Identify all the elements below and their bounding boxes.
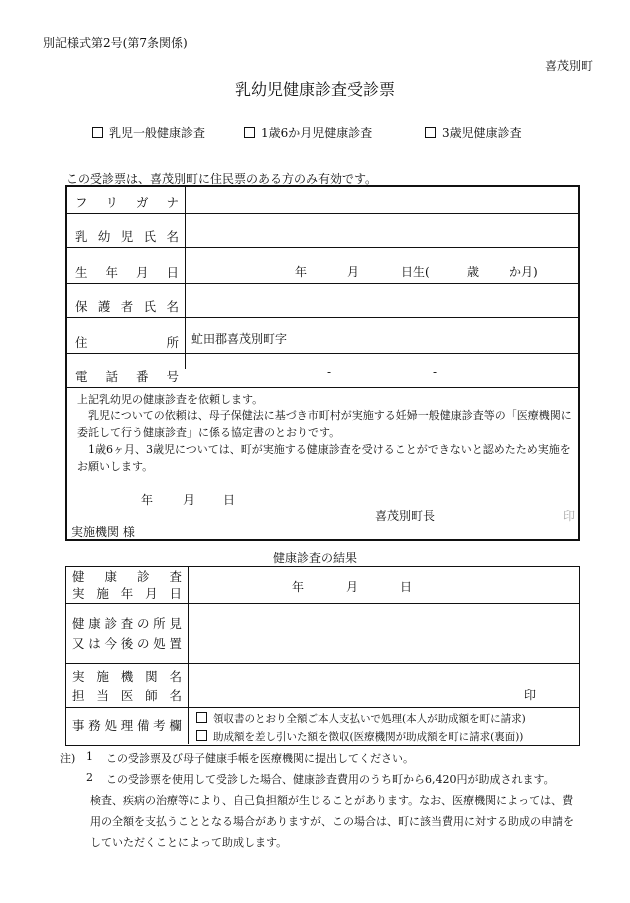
note-2-line-2: 検査、疾病の治療等により、自己負担額が生じることがあります。なお、医療機関によっては、費 [90,794,574,807]
row-divider [67,317,578,318]
age-years-unit: 歳 [467,265,480,279]
form-number: 別記様式第2号(第7条関係) [43,36,188,50]
request-paragraph-toddler: 1歳6ヶ月、3歳児については、町が実施する健康診査を受けることができないと認めたため実施をお願いします。 [77,443,571,473]
child-name-label: 乳 幼 児 氏 名 [75,229,179,244]
document-title: 乳幼児健康診査受診票 [234,80,395,99]
row-divider [66,663,579,664]
note-2-line-1: この受診票を使用して受診した場合、健康診査費用のうち町から6,420円が助成されます。 [106,773,555,786]
findings-label: 健 康 診 査 の 所 見 又 は 今 後 の 処 置 [72,616,182,651]
row-divider [67,353,578,354]
checkbox-label: 3歳児健康診査 [442,126,522,140]
checkbox-square[interactable] [425,127,436,138]
checkbox-label: 1歳6か月児健康診査 [261,126,373,140]
guardian-name-input[interactable] [186,284,576,317]
application-table [65,185,580,541]
exam-date-label: 健 康 診 査 実 施 年 月 日 [72,569,182,601]
note-1-text: この受診票及び母子健康手帳を医療機関に提出してください。 [106,752,414,765]
request-paragraph-infant: 乳児についての依頼は、母子保健法に基づき市町村が実施する妊婦一般健康診査等の「医療機関に委託して行う健康診査」に係る協定書のとおりです。 [77,409,572,439]
age-months-unit: か月) [509,265,538,279]
office-remarks-label: 事 務 処 理 備 考 欄 [72,718,182,733]
findings-input[interactable] [189,604,579,663]
note-1-number: 1 [86,750,93,763]
label-char: フ [75,195,88,210]
address-value[interactable]: 虻田郡喜茂別町字 [191,332,288,346]
note-2-number: 2 [86,771,93,784]
option-label: 助成額を差し引いた額を徴収(医療機関が助成額を町に請求(裏面)) [213,731,524,743]
checkbox-square[interactable] [92,127,103,138]
request-date-year: 年 [141,493,154,507]
issuer-name: 喜茂別町 [545,59,594,73]
label-char: ナ [166,195,179,210]
phone-label: 電 話 番 号 [75,369,179,384]
checkbox-3-year[interactable] [425,124,522,141]
result-heading: 健康診査の結果 [272,551,357,565]
child-name-input[interactable] [186,214,576,247]
address-label: 住 所 [75,335,179,350]
institution-label: 実 施 機 関 名 担 当 医 師 名 [72,669,182,703]
note-2-line-3: 用の全額を支払うこととなる場合がありますが、この場合は、町に該当費用に対する助成の申請を [90,815,574,828]
checkbox-square[interactable] [196,712,207,723]
checkbox-label: 乳児一般健康診査 [109,126,206,140]
notes-prefix: 注) [60,752,76,765]
furigana-input[interactable] [186,187,576,213]
label-char: リ [105,195,118,210]
phone-separator: - [433,365,438,379]
doctor-seal: 印 [524,688,537,702]
option-label: 領収書のとおり全額ご本人支払いで処理(本人が助成額を町に請求) [213,713,526,725]
exam-year-unit: 年 [292,580,305,594]
office-option-full-payment[interactable] [196,711,526,726]
note-2-line-4: していただくことによって助成します。 [90,836,288,849]
birthdate-label: 生 年 月 日 [75,265,179,280]
row-divider [66,707,579,708]
row-divider [67,387,578,388]
row-divider [67,247,578,248]
result-table [65,566,580,746]
request-intro: 上記乳幼児の健康診査を依頼します。 [77,393,264,406]
birth-day-unit: 日生( [401,265,430,279]
mayor-name: 喜茂別町長 [375,509,436,523]
recipient-institution: 実施機関 様 [71,525,135,539]
exam-day-unit: 日 [400,580,413,594]
request-date-day: 日 [223,493,236,507]
mayor-seal: 印 [563,509,576,523]
birth-year-unit: 年 [295,265,308,279]
validity-note: この受診票は、喜茂別町に住民票のある方のみ有効です。 [66,172,378,186]
checkbox-18-month[interactable] [244,124,372,141]
birth-month-unit: 月 [347,265,360,279]
request-date-month: 月 [183,493,196,507]
guardian-name-label: 保 護 者 氏 名 [75,299,179,314]
checkbox-infant-general[interactable] [92,124,205,141]
checkbox-square[interactable] [244,127,255,138]
phone-separator: - [327,365,332,379]
checkbox-square[interactable] [196,730,207,741]
exam-month-unit: 月 [346,580,359,594]
office-option-deducted-payment[interactable] [196,729,523,744]
furigana-label [67,193,185,211]
label-char: ガ [135,195,149,210]
